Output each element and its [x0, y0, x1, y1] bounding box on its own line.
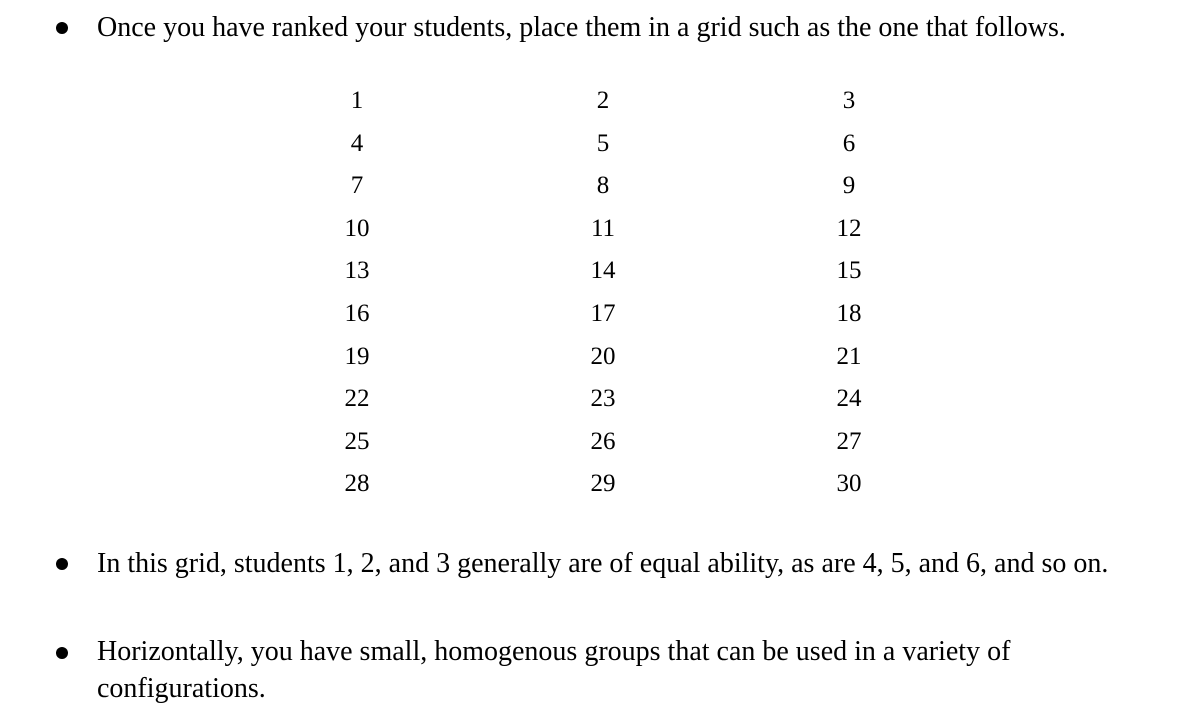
grid-cell: 11 [590, 214, 616, 242]
grid-cell: 27 [836, 427, 862, 455]
grid-cell: 14 [590, 257, 616, 285]
grid-row [0, 336, 1200, 379]
grid-cell: 9 [842, 172, 856, 200]
grid-cell: 16 [344, 299, 370, 327]
grid-cell: 8 [596, 172, 610, 200]
grid-row [0, 250, 1200, 293]
grid-cell: 21 [836, 342, 862, 370]
grid-cell: 20 [590, 342, 616, 370]
grid-cell: 13 [344, 257, 370, 285]
bullet-2-text: In this grid, students 1, 2, and 3 generally are of equal ability, as are 4, 5, and 6, and so on. [97, 548, 1109, 579]
grid-cell: 25 [344, 427, 370, 455]
grid-row [0, 378, 1200, 421]
grid-row [0, 421, 1200, 464]
grid-cell: 22 [344, 385, 370, 413]
grid-cell: 29 [590, 470, 616, 498]
grid-cell: 26 [590, 427, 616, 455]
student-ranking-grid [0, 80, 1200, 506]
grid-cell: 7 [350, 172, 364, 200]
grid-cell: 17 [590, 299, 616, 327]
bullet-3-text: Horizontally, you have small, homogenous groups that can be used in a variety of configurations. [97, 636, 1011, 704]
grid-cell: 24 [836, 385, 862, 413]
grid-row [0, 208, 1200, 251]
grid-cell: 3 [842, 87, 856, 114]
grid-row [0, 293, 1200, 336]
grid-row [0, 463, 1200, 506]
grid-row [0, 80, 1200, 123]
grid-cell: 5 [596, 129, 610, 157]
grid-cell: 12 [836, 214, 862, 242]
bullet-1-text: Once you have ranked your students, place them in a grid such as the one that follows. [97, 12, 1066, 43]
grid-cell: 19 [344, 342, 370, 370]
grid-row [0, 165, 1200, 208]
grid-cell: 15 [836, 257, 862, 285]
bullet-2-marker [56, 558, 68, 570]
grid-cell: 18 [836, 299, 862, 327]
grid-cell: 1 [350, 87, 364, 114]
grid-cell: 10 [344, 214, 370, 242]
grid-cell: 23 [590, 385, 616, 413]
grid-cell: 30 [836, 470, 862, 498]
grid-cell: 2 [596, 87, 610, 114]
bullet-1-marker [56, 22, 68, 34]
grid-cell: 28 [344, 470, 370, 498]
grid-row [0, 123, 1200, 166]
bullet-3-marker [56, 647, 68, 659]
grid-cell: 4 [350, 129, 364, 157]
grid-cell: 6 [842, 129, 856, 157]
